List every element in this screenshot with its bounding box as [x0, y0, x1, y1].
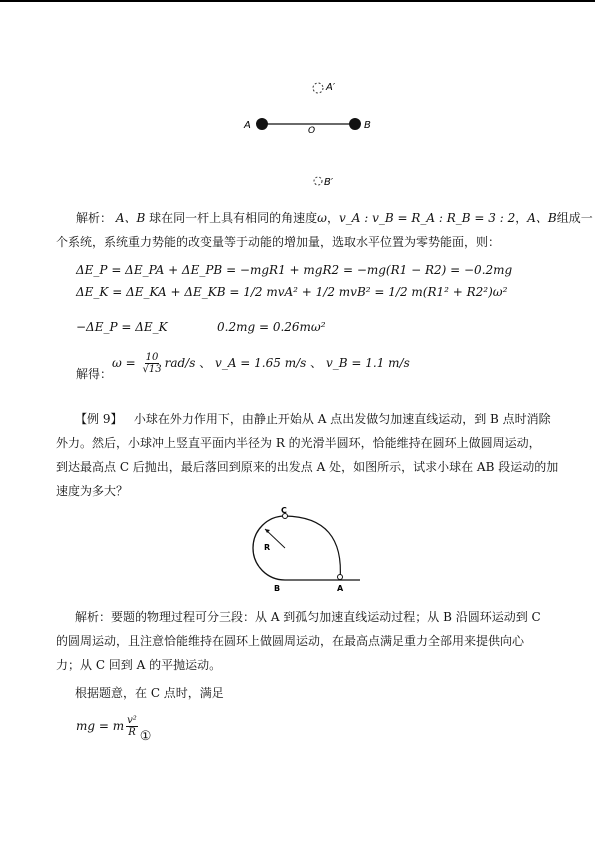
- equation-num: v²: [127, 715, 137, 726]
- equation-centripetal: [76, 715, 152, 744]
- label-o: O: [308, 126, 316, 136]
- label-r: R: [264, 543, 271, 552]
- label-b-prime: B′: [324, 177, 334, 188]
- result-prefix: 解得：: [76, 367, 113, 381]
- example-label: 【例 9】: [75, 412, 123, 426]
- solution1-line2: 个系统，系统重力势能的改变量等于动能的增加量，选取水平位置为零势能面，则：: [56, 235, 501, 249]
- label-b: B: [364, 120, 371, 131]
- omega-den: √13: [142, 364, 162, 375]
- solution2-line1: 解析：要题的物理过程可分三段：从 A 到孤匀加速直线运动过程；从 B 沿圆环运动到 C: [75, 610, 541, 624]
- ball-a-prime-dashed: [313, 83, 323, 93]
- label-a: A: [244, 120, 251, 131]
- label-a-prime: A′: [326, 82, 336, 93]
- equation-relation-left: −ΔE_P = ΔE_K: [76, 320, 168, 334]
- equation-lhs: mg = m: [76, 719, 125, 733]
- solution-prefix: 解析：: [76, 211, 113, 225]
- page-top-rule: [0, 0, 595, 2]
- omega-fraction: [141, 352, 162, 375]
- rod-rotation-figure: [230, 75, 380, 190]
- solution2-line2: 的圆周运动，且注意恰能维持在圆环上做圆周运动，在最高点满足重力全部用来提供向心: [56, 634, 525, 648]
- equation-delta-ek: ΔE_K = ΔE_KA + ΔE_KB = 1/2 mvA² + 1/2 mvB² = 1/2 m(R1² + R2²)ω²: [76, 285, 508, 299]
- ball-b: [349, 118, 361, 130]
- separator: 、: [310, 356, 323, 370]
- result-values: [112, 352, 410, 375]
- velocity-b: v_B = 1.1 m/s: [325, 356, 410, 370]
- label-a: A: [337, 584, 344, 593]
- omega-unit: rad/s: [164, 356, 196, 370]
- example9-line1: [75, 407, 551, 431]
- omega-lhs: ω =: [112, 356, 136, 370]
- label-ab-inline: A、B: [112, 211, 150, 225]
- radius-arrowhead: [265, 529, 270, 533]
- equation-tag: ①: [139, 729, 152, 744]
- solution2-line4: 根据题意，在 C 点时，满足: [75, 686, 224, 700]
- example9-line3: 到达最高点 C 后抛出，最后落回到原来的出发点 A 处，如图所示，试求小球在 AB 段运动的加: [56, 460, 559, 474]
- solution1-line1: 解析： A、B 球在同一杆上具有相同的角速度ω，v_A : v_B = R_A : R_B = 3 : 2，A、B组成一: [76, 211, 593, 225]
- equation-den: R: [128, 727, 136, 738]
- omega-num: 10: [145, 352, 159, 363]
- velocity-a: v_A = 1.65 m/s: [215, 356, 307, 370]
- ball-b-prime-dashed: [314, 177, 322, 185]
- example9-text1: 小球在外力作用下，由静止开始从 A 点出发做匀加速直线运动，到 B 点时消除: [133, 412, 551, 426]
- example9-line2: 外力。然后，小球冲上竖直平面内半径为 R 的光滑半圆环，恰能维持在圆环上做圆周运动，: [56, 436, 541, 450]
- solution1-text: 球在同一杆上具有相同的角速度: [149, 211, 318, 225]
- equation-fraction: [126, 715, 138, 738]
- solution2-line3: 力；从 C 回到 A 的平抛运动。: [56, 658, 222, 672]
- solution1-suffix: 组成一: [556, 211, 593, 225]
- omega-symbol: ω: [317, 211, 327, 225]
- example9-line4: 速度为多大？: [56, 484, 129, 498]
- equation-delta-ep: ΔE_P = ΔE_PA + ΔE_PB = −mgR1 + mgR2 = −mg(R1 − R2) = −0.2mg: [76, 263, 513, 277]
- equation-relation-right: 0.2mg = 0.26mω²: [217, 320, 326, 334]
- label-b: B: [274, 584, 281, 593]
- velocity-ratio: v_A : v_B = R_A : R_B = 3 : 2: [338, 211, 516, 225]
- projectile-trajectory: [285, 516, 340, 580]
- label-c: C: [281, 506, 287, 515]
- ball-a: [256, 118, 268, 130]
- semicircle-track-figure: [240, 505, 370, 595]
- result-line: [76, 362, 112, 386]
- point-a: [338, 575, 343, 580]
- separator: 、: [199, 356, 212, 370]
- label-ab-inline-2: A、B: [527, 211, 557, 225]
